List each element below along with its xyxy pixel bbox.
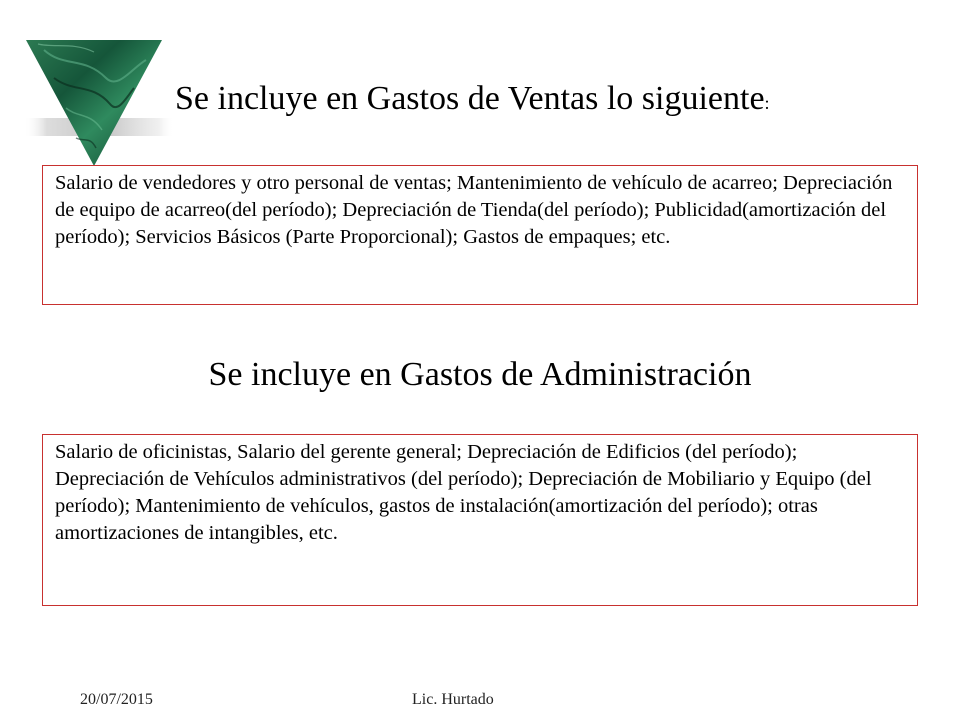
sales-expenses-box: Salario de vendedores y otro personal de ventas; Mantenimiento de vehículo de acarreo; Depreciación de equipo de acarreo(del período); Depreciación de Tienda(del período); Publicidad(amortización del período); Servicios Básicos (Parte Proporcional); Gastos de empaques; etc.	[42, 165, 918, 305]
sales-expenses-title	[175, 74, 770, 128]
admin-expenses-title: Se incluye en Gastos de Administración	[208, 356, 752, 393]
green-marble-triangle-icon	[14, 38, 174, 170]
sales-title-colon: :	[764, 93, 770, 113]
footer-author: Lic. Hurtado	[412, 691, 494, 708]
footer-date: 20/07/2015	[80, 691, 153, 708]
sales-title-text: Se incluye en Gastos de Ventas lo siguiente	[175, 80, 765, 117]
admin-expenses-box: Salario de oficinistas, Salario del gerente general; Depreciación de Edificios (del período); Depreciación de Vehículos administrativos (del período); Depreciación de Mobiliario y Equipo (del período); Mantenimiento de vehículos, gastos de instalación(amortización del período); otras amortizaciones de intangibles, etc.	[42, 434, 918, 606]
